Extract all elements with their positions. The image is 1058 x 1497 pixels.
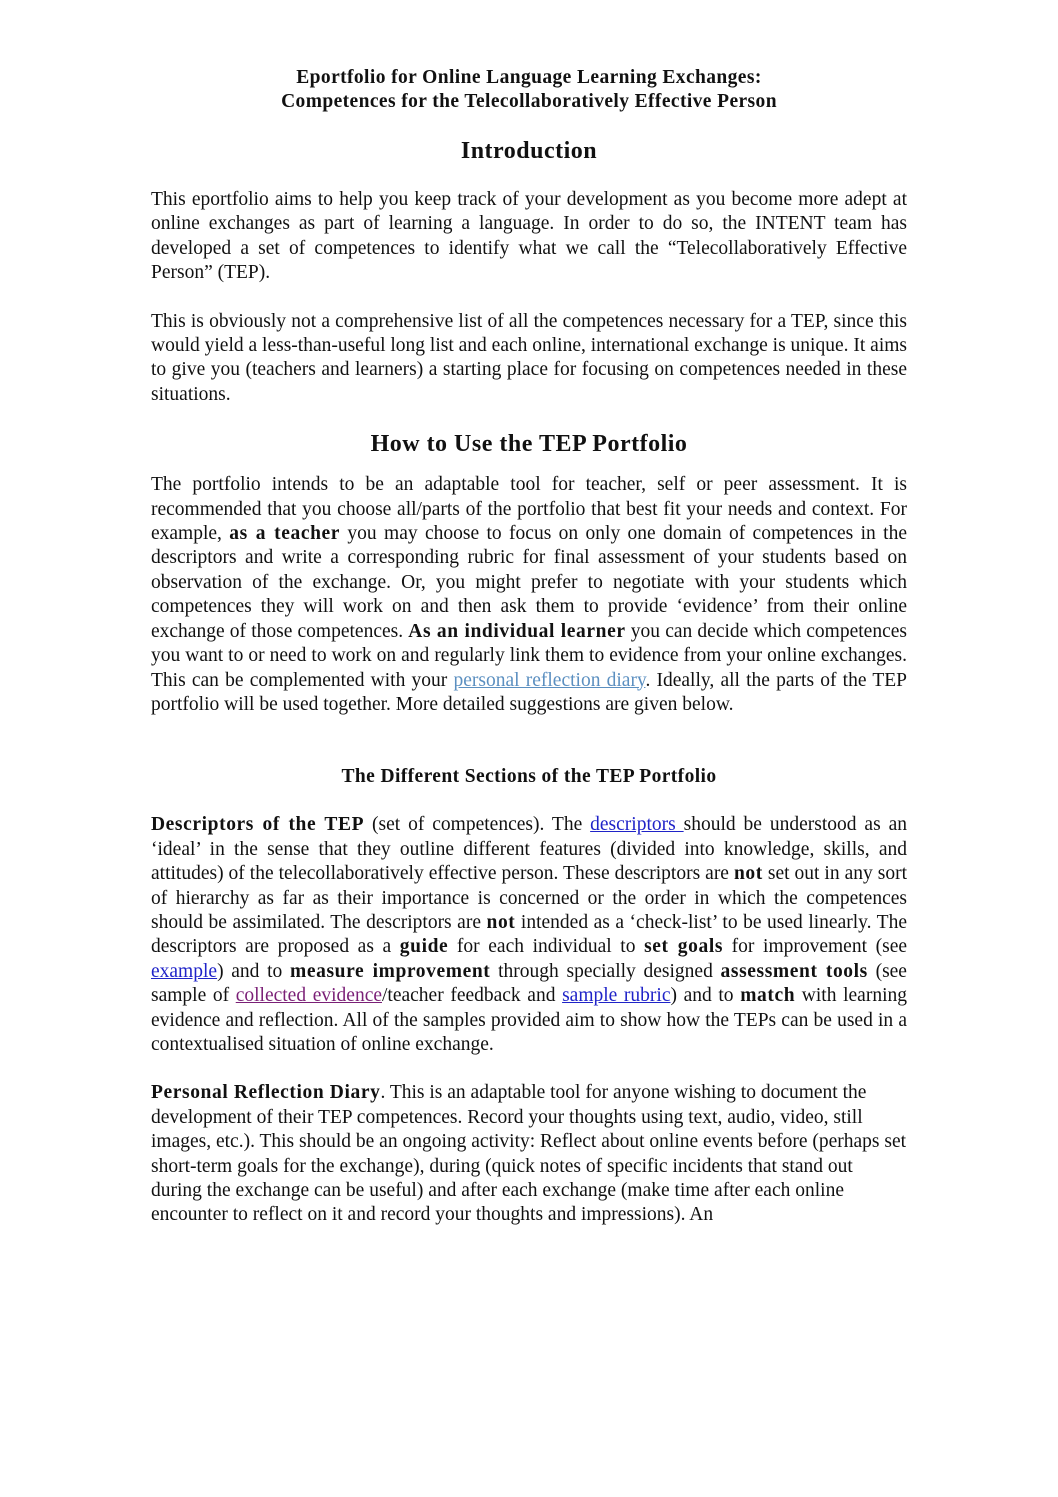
how-to-use-heading: How to Use the TEP Portfolio xyxy=(370,431,688,458)
text: for each individual to xyxy=(448,936,645,958)
text: . This is an adaptable tool for anyone wishing to document the development of their TEP competences. Record your thoughts using text, audio, video, still images, etc.). This should be an ongoing activity: Reflect about online events before (perhaps set short-term goals for the exchange), during (quick notes of specific incidents that stand out during the exchange can be useful) and after each exchange (make time after each online encounter to reflect on it and record your thoughts and impressions). An xyxy=(151,1082,907,1226)
sample-rubric-link[interactable]: sample rubric xyxy=(562,985,671,1007)
bold-as-individual-learner: As an individual learner xyxy=(408,620,626,642)
title-line-2: Competences for the Telecollaboratively Effective Person xyxy=(281,91,777,112)
text: you may choose to focus on only one domain of competences in the descriptors and write a corresponding rubric for final assessment of your students based on observation of the exchange. Or, you might prefer to negotiate with your students which competences they will work on and then ask them to provide ‘evidence’ from their online exchange of those competences. xyxy=(151,523,907,642)
descriptors-paragraph xyxy=(151,813,907,1057)
bold-guide: guide xyxy=(399,936,449,958)
document-page xyxy=(151,66,907,1228)
text: set out in any sort of hierarchy as far as their importance is concerned or the order in which the competences should be assimilated. The descriptors are xyxy=(151,863,907,933)
intro-paragraph-2: This is obviously not a comprehensive list of all the competences necessary for a TEP, since this would yield a less-than-useful long list and each online, international exchange is unique. It aims to give you (teachers and learners) a starting place for focusing on competences needed in these situations. xyxy=(151,310,907,405)
bold-descriptors-of-tep: Descriptors of the TEP xyxy=(151,814,365,836)
text: ) and to xyxy=(670,985,741,1007)
text: intended as a ‘check-list’ to be used linearly. The descriptors are proposed as a xyxy=(151,911,907,958)
different-sections-heading: The Different Sections of the TEP Portfolio xyxy=(341,766,717,788)
text: . Ideally, all the parts of the TEP portfolio will be used together. More detailed suggestions are given below. xyxy=(151,669,907,715)
text: for improvement (see xyxy=(723,936,908,958)
personal-reflection-diary-link[interactable]: personal reflection diary xyxy=(453,669,646,691)
bold-not: not xyxy=(486,911,516,933)
text: with learning evidence and reflection. All of the samples provided aim to show how the TEPs can be used in a contextualised situation of online exchange. xyxy=(151,985,907,1055)
how-to-use-paragraph xyxy=(151,473,907,717)
text: ) and to xyxy=(217,960,291,982)
text: (see sample of xyxy=(151,960,907,1007)
document-title xyxy=(151,66,907,114)
diary-paragraph xyxy=(151,1081,907,1227)
bold-measure-improvement: measure improvement xyxy=(290,960,491,982)
text: you can decide which competences you want to or need to work on and regularly link them to evidence from your online exchanges. This can be complemented with your xyxy=(151,620,907,691)
text: The portfolio intends to be an adaptable tool for teacher, self or peer assessment. It is recommended that you choose all/parts of the portfolio that best fit your needs and context. For example, xyxy=(151,474,907,545)
text: should be understood as an ‘ideal’ in the sense that they outline different features (divided into knowledge, skills, and attitudes) of the telecollaboratively effective person. These descriptors are xyxy=(151,814,907,885)
collected-evidence-link[interactable]: collected evidence xyxy=(235,985,382,1007)
introduction-heading: Introduction xyxy=(460,138,598,164)
descriptors-link[interactable]: descriptors xyxy=(590,814,684,836)
title-line-1: Eportfolio for Online Language Learning Exchanges: xyxy=(296,67,762,88)
bold-not: not xyxy=(733,863,763,885)
bold-match: match xyxy=(740,985,796,1007)
text: through specially designed xyxy=(490,960,721,982)
text: (set of competences). The xyxy=(364,814,591,836)
intro-paragraph-1: This eportfolio aims to help you keep track of your development as you become more adept at online exchanges as part of learning a language. In order to do so, the INTENT team has developed a set of competences to identify what we call the “Telecollaboratively Effective Person” (TEP). xyxy=(151,189,907,284)
bold-as-a-teacher: as a teacher xyxy=(229,523,341,545)
bold-set-goals: set goals xyxy=(644,936,724,958)
example-link[interactable]: example xyxy=(151,960,218,982)
text: /teacher feedback and xyxy=(382,985,563,1007)
bold-personal-reflection-diary: Personal Reflection Diary xyxy=(151,1082,381,1104)
bold-assessment-tools: assessment tools xyxy=(720,960,868,982)
